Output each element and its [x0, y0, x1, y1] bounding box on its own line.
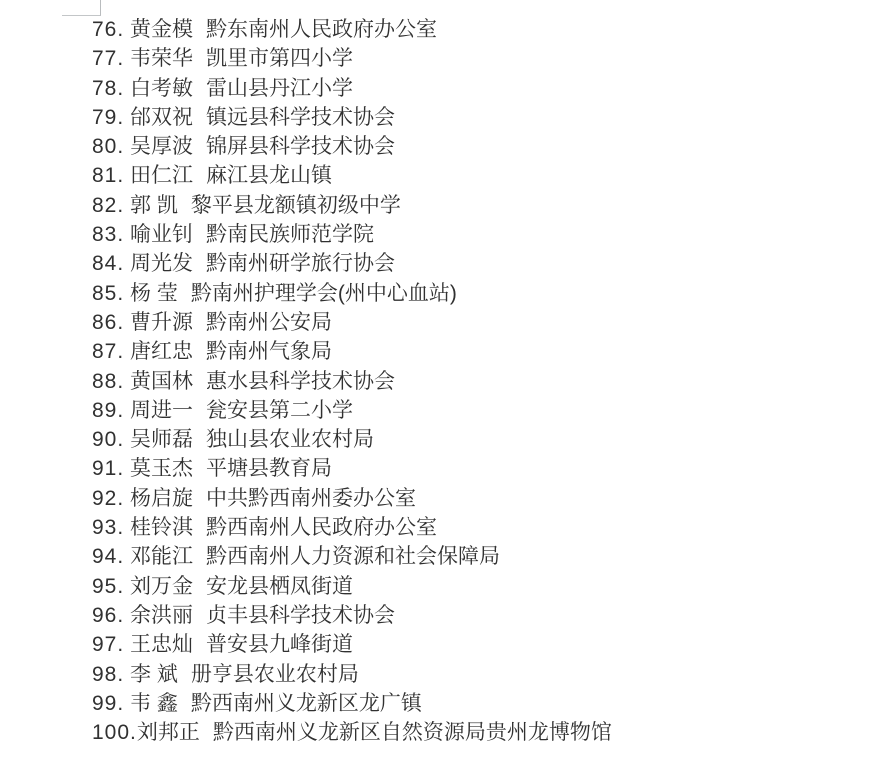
- entry-name: 刘邦正: [136, 721, 200, 745]
- list-item: [92, 15, 612, 44]
- list-item: [92, 191, 612, 220]
- entry-number: 98.: [92, 662, 125, 686]
- entry-name: 吴厚波: [130, 135, 193, 159]
- entry-organization: 平塘县教育局: [206, 457, 332, 481]
- list-item: [92, 367, 612, 396]
- entry-number: 87.: [92, 340, 125, 364]
- list-item: [92, 337, 612, 366]
- entry-number: 99.: [92, 691, 125, 715]
- list-item: [92, 513, 612, 542]
- entry-number: 76.: [92, 18, 125, 41]
- entry-name: 吴师磊: [130, 428, 193, 452]
- entry-name: 李 斌: [130, 662, 178, 686]
- entry-organization: 瓮安县第二小学: [206, 398, 353, 422]
- entry-number: 91.: [92, 457, 125, 481]
- list-item: [92, 396, 612, 425]
- list-item: [92, 425, 612, 454]
- list-item: [92, 718, 612, 747]
- entry-organization: 黔南州气象局: [206, 340, 332, 364]
- entry-number: 93.: [92, 516, 125, 540]
- entry-number: 83.: [92, 223, 125, 247]
- list-item: [92, 249, 612, 278]
- entry-name: 王忠灿: [130, 633, 193, 657]
- list-item: [92, 660, 612, 689]
- entry-name: 唐红忠: [130, 340, 193, 364]
- list-item: [92, 44, 612, 73]
- entry-number: 95.: [92, 574, 125, 598]
- entry-name: 郭 凯: [130, 193, 178, 217]
- list-item: [92, 542, 612, 571]
- entry-organization: 黔南州护理学会(州中心血站): [190, 281, 457, 305]
- entry-name: 喻业钊: [130, 223, 193, 247]
- entry-organization: 黔南州研学旅行协会: [206, 252, 395, 276]
- entry-organization: 黔西南州人力资源和社会保障局: [206, 545, 500, 569]
- entry-number: 88.: [92, 369, 125, 393]
- list-item: [92, 103, 612, 132]
- entry-organization: 黔南州公安局: [206, 310, 332, 334]
- list-item: [92, 74, 612, 103]
- entry-name: 刘万金: [130, 574, 193, 598]
- entry-organization: 惠水县科学技术协会: [206, 369, 395, 393]
- entry-name: 周光发: [130, 252, 193, 276]
- entry-organization: 独山县农业农村局: [206, 428, 374, 452]
- entry-number: 81.: [92, 164, 125, 188]
- entry-organization: 普安县九峰街道: [206, 633, 353, 657]
- entry-name: 韦荣华: [130, 47, 193, 71]
- list-item: [92, 279, 612, 308]
- entry-organization: 黔西南州义龙新区自然资源局贵州龙博物馆: [212, 721, 612, 745]
- entry-organization: 黎平县龙额镇初级中学: [190, 193, 401, 217]
- entry-name: 桂铃淇: [130, 516, 193, 540]
- entry-name: 白考敏: [130, 76, 193, 100]
- entry-number: 89.: [92, 398, 125, 422]
- entry-number: 97.: [92, 633, 125, 657]
- list-item: [92, 454, 612, 483]
- entry-name: 莫玉杰: [130, 457, 193, 481]
- list-item: [92, 132, 612, 161]
- entry-number: 94.: [92, 545, 125, 569]
- entry-number: 85.: [92, 281, 125, 305]
- list-item: [92, 630, 612, 659]
- entry-name: 邓能江: [130, 545, 193, 569]
- list-item: [92, 484, 612, 513]
- entry-number: 82.: [92, 193, 125, 217]
- entry-name: 韦 鑫: [130, 691, 178, 715]
- entry-name: 曹升源: [130, 310, 193, 334]
- list-item: [92, 601, 612, 630]
- member-list: [92, 15, 612, 747]
- table-corner-line: [62, 0, 101, 16]
- entry-organization: 凯里市第四小学: [206, 47, 353, 71]
- entry-number: 96.: [92, 603, 125, 627]
- entry-organization: 黔南民族师范学院: [206, 223, 374, 247]
- entry-name: 田仁江: [130, 164, 193, 188]
- entry-name: 黄国林: [130, 369, 193, 393]
- list-item: [92, 308, 612, 337]
- entry-name: 杨启旋: [130, 486, 193, 510]
- entry-number: 86.: [92, 310, 125, 334]
- entry-organization: 贞丰县科学技术协会: [206, 603, 395, 627]
- entry-name: 杨 莹: [130, 281, 178, 305]
- entry-number: 90.: [92, 428, 125, 452]
- entry-number: 92.: [92, 486, 125, 510]
- entry-number: 80.: [92, 135, 125, 159]
- entry-name: 黄金模: [130, 18, 193, 41]
- entry-name: 余洪丽: [130, 603, 193, 627]
- entry-organization: 镇远县科学技术协会: [206, 105, 395, 129]
- entry-organization: 中共黔西南州委办公室: [206, 486, 416, 510]
- list-item: [92, 572, 612, 601]
- entry-organization: 黔西南州人民政府办公室: [206, 516, 437, 540]
- entry-name: 邰双祝: [130, 105, 193, 129]
- entry-organization: 雷山县丹江小学: [206, 76, 353, 100]
- entry-number: 78.: [92, 76, 125, 100]
- entry-number: 77.: [92, 47, 125, 71]
- list-item: [92, 689, 612, 718]
- entry-number: 100.: [92, 721, 137, 745]
- entry-name: 周进一: [130, 398, 193, 422]
- entry-number: 84.: [92, 252, 125, 276]
- list-item: [92, 161, 612, 190]
- entry-organization: 麻江县龙山镇: [206, 164, 332, 188]
- entry-number: 79.: [92, 105, 125, 129]
- list-item: [92, 220, 612, 249]
- entry-organization: 册亨县农业农村局: [190, 662, 359, 686]
- entry-organization: 黔东南州人民政府办公室: [206, 18, 437, 41]
- entry-organization: 锦屏县科学技术协会: [206, 135, 395, 159]
- entry-organization: 安龙县栖凤街道: [206, 574, 353, 598]
- entry-organization: 黔西南州义龙新区龙广镇: [190, 691, 422, 715]
